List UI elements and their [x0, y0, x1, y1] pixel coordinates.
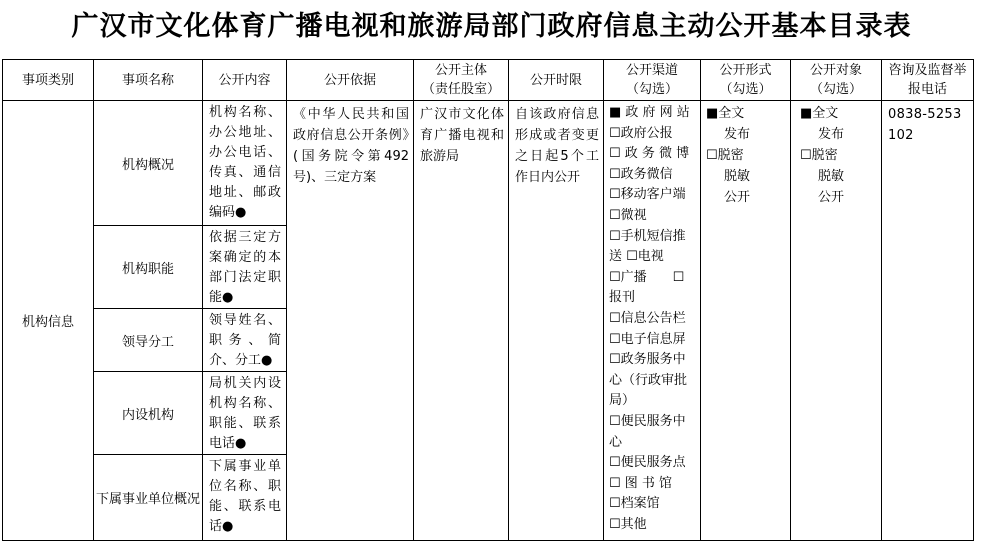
contact-cell: [882, 101, 974, 541]
channel-option[interactable]: ☐政务服务中: [609, 352, 686, 368]
basis-cell: [287, 101, 414, 541]
channel-option[interactable]: 心: [609, 434, 623, 450]
channel-option[interactable]: 局）: [609, 393, 636, 409]
header-subject-line1: 公开主体: [434, 63, 487, 78]
form-option-desensitized[interactable]: ☐脱密: [706, 148, 744, 163]
header-channel-line2: （勾选）: [625, 82, 678, 97]
basis-text: 《中华人民共和国政府信息公开条例》(国务院令第492号)、三定方案: [293, 107, 409, 185]
header-time-limit: 公开时限: [509, 60, 604, 101]
item-content-text: 下属事业单位名称、职能、联系电话●: [209, 459, 281, 534]
catalog-table: [2, 59, 974, 541]
header-subject-line2: （责任股室）: [421, 82, 500, 97]
header-target: [791, 60, 882, 101]
channel-option[interactable]: ☐广播 ☐: [609, 269, 685, 285]
target-option-desensitized-sub: 公开: [818, 190, 845, 205]
channel-option[interactable]: ■ 政 府 网 站: [609, 105, 690, 120]
header-category: 事项类别: [3, 60, 94, 101]
header-contact-line2: 报电话: [907, 82, 947, 97]
channel-option[interactable]: ☐ 图 书 馆: [609, 475, 673, 491]
header-contact: [882, 60, 974, 101]
channel-option[interactable]: ☐电子信息屏: [609, 331, 686, 347]
item-name: 下属事业单位概况: [94, 455, 203, 541]
item-content: [203, 309, 287, 372]
channel-option[interactable]: ☐信息公告栏: [609, 310, 686, 326]
item-name: 内设机构: [94, 372, 203, 455]
channel-cell: [604, 101, 701, 541]
channel-option[interactable]: 报刊: [609, 290, 636, 306]
channel-list: [604, 101, 700, 535]
header-target-line2: （勾选）: [809, 82, 862, 97]
channel-option[interactable]: ☐手机短信推: [609, 228, 686, 244]
form-options: [701, 101, 790, 208]
time-limit-cell: [509, 101, 604, 541]
channel-option[interactable]: 心（行政审批: [609, 372, 688, 388]
channel-option[interactable]: ☐档案馆: [609, 496, 660, 512]
item-content-text: 依据三定方案确定的本部门法定职能●: [209, 230, 281, 305]
item-content-text: 机构名称、办公地址、办公电话、传真、通信地址、邮政编码●: [209, 105, 281, 220]
channel-option[interactable]: ☐微视: [609, 207, 647, 223]
form-option-desensitized-sub: 公开: [724, 190, 751, 205]
form-option-full-sub: 发布: [724, 127, 751, 142]
channel-option[interactable]: ☐便民服务中: [609, 413, 686, 429]
channel-option[interactable]: ☐政务微信: [609, 166, 673, 182]
header-form-line1: 公开形式: [719, 63, 772, 78]
channel-option[interactable]: ☐政府公报: [609, 125, 673, 141]
header-channel: [604, 60, 701, 101]
form-option-full[interactable]: ■全文: [706, 106, 745, 121]
header-form-line2: （勾选）: [719, 82, 772, 97]
item-content: [203, 226, 287, 309]
item-content-text: 领导姓名、职务、简介、分工●: [209, 313, 281, 368]
contact-phone: 0838-5253102: [888, 107, 962, 143]
channel-option[interactable]: 送 ☐电视: [609, 249, 664, 265]
header-content: 公开内容: [203, 60, 287, 101]
header-target-line1: 公开对象: [809, 63, 862, 78]
category-cell: 机构信息: [3, 101, 94, 541]
header-form: [701, 60, 791, 101]
item-name: 机构概况: [94, 101, 203, 226]
item-name: 领导分工: [94, 309, 203, 372]
target-option-full[interactable]: ■全文: [800, 106, 839, 121]
item-name: 机构职能: [94, 226, 203, 309]
subject-text: 广汉市文化体育广播电视和旅游局: [420, 107, 504, 164]
target-option-desensitized-sub: 脱敏: [818, 169, 845, 184]
channel-option[interactable]: ☐ 政 务 微 博: [609, 146, 690, 162]
channel-option[interactable]: ☐其他: [609, 516, 647, 532]
header-row: [3, 60, 974, 101]
table-row: [3, 101, 974, 226]
item-content: [203, 372, 287, 455]
channel-option[interactable]: ☐移动客户端: [609, 187, 686, 203]
subject-cell: [414, 101, 509, 541]
target-option-desensitized[interactable]: ☐脱密: [800, 148, 838, 163]
header-channel-line1: 公开渠道: [625, 63, 678, 78]
header-contact-line1: 咨询及监督举: [888, 63, 967, 78]
target-options: [791, 101, 881, 208]
channel-option[interactable]: ☐便民服务点: [609, 455, 686, 471]
item-content: [203, 101, 287, 226]
header-basis: 公开依据: [287, 60, 414, 101]
item-content: [203, 455, 287, 541]
header-subject: [414, 60, 509, 101]
item-content-text: 局机关内设机构名称、职能、联系电话●: [209, 376, 281, 451]
header-name: 事项名称: [94, 60, 203, 101]
target-cell: [791, 101, 882, 541]
form-cell: [701, 101, 791, 541]
target-option-full-sub: 发布: [818, 127, 845, 142]
page-title: 广汉市文化体育广播电视和旅游局部门政府信息主动公开基本目录表: [71, 11, 912, 42]
time-limit-text: 自该政府信息形成或者变更之日起5个工作日内公开: [515, 107, 599, 185]
form-option-desensitized-sub: 脱敏: [724, 169, 751, 184]
